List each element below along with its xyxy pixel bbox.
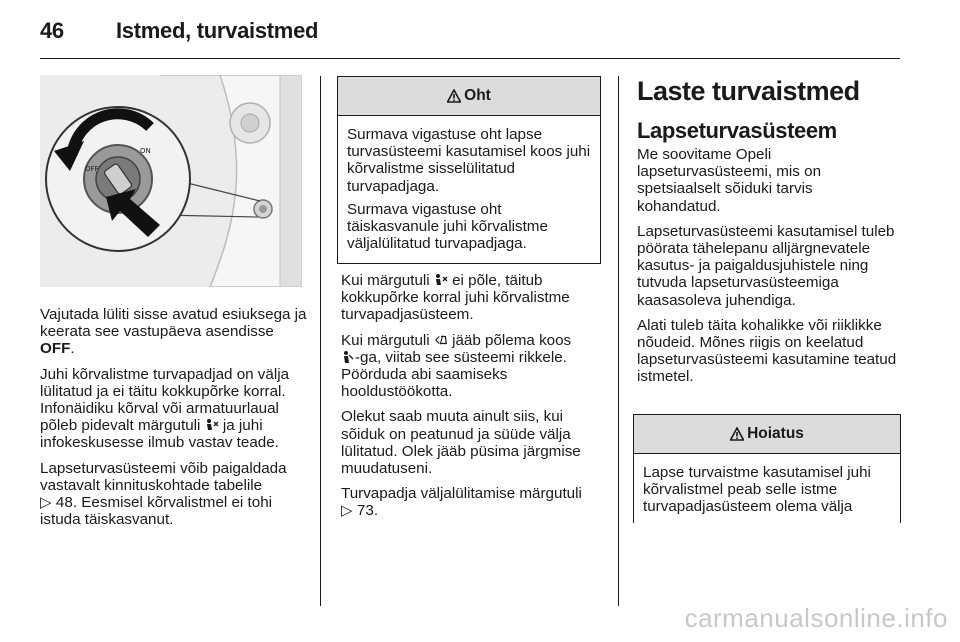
off-label: OFF [85, 165, 99, 173]
column-divider-right [618, 76, 619, 606]
warning-triangle-icon [730, 427, 744, 441]
paragraph: Lapseturvasüsteemi võib paigaldada vastavalt kinnituskohtade tabelile ▷ 48. Eesmisel kõrvalistmel ei tohi istuda täiskasvanut. [40, 459, 287, 529]
header-rule [40, 58, 900, 59]
page-reference[interactable]: 73 [356, 502, 374, 520]
page-reference-icon: ▷ [341, 502, 353, 520]
paragraph: Juhi kõrvalistme turvapadjad on välja lülitatud ja ei täitu kokkupõrke korral. Infonäidiku kõrval või armatuurlaual põleb pidevalt märgutuli ja juhi infokeskusesse ilmub vastav teade. [40, 365, 290, 452]
warning-box-title: Oht [464, 87, 491, 104]
section-heading: Laste turvaistmed [637, 76, 860, 106]
airbag-off-indicator-icon [434, 273, 448, 287]
warning-box-header [634, 415, 900, 454]
paragraph: Kui märgutuli jääb põlema koos -ga, viitab see süsteemi rikkele. Pöörduda abi saamiseks hooldustöökotta. [341, 331, 572, 401]
paragraph: Alati tuleb täita kohalikke või riiklikke nõudeid. Mõnes riigis on keelatud lapseturvasüsteemi kasutamine teatud istmetel. [637, 316, 897, 386]
paragraph: Kui märgutuli ei põle, täitub kokkupõrke korral juhi kõrvalistme turvapadjasüsteem. [341, 272, 570, 324]
page-number: 46 [40, 18, 64, 43]
page-reference[interactable]: 48 [55, 494, 73, 512]
page-title: Istmed, turvaistmed [116, 18, 319, 43]
paragraph: Lapseturvasüsteemi kasutamisel tuleb pöörata tähelepanu alljärgnevatele kasutus- ja paigaldusjuhistele ning tutvuda lapseturvasüsteemiga kaasasoleva juhendiga. [637, 222, 895, 309]
key-switch-drawing [40, 75, 302, 287]
warning-box-hoiatus [633, 414, 901, 523]
paragraph: Olekut saab muuta ainult siis, kui sõiduk on peatunud ja süüde välja lülitatud. Olek jääb püsima järgmise muudatuseni. [341, 408, 581, 478]
paragraph: Turvapadja väljalülitamise märgutuli ▷ 73. [341, 485, 582, 520]
warning-box-title: Hoiatus [747, 425, 804, 442]
column-divider-left [320, 76, 321, 606]
watermark: carmanualsonline.info [684, 603, 948, 633]
column-right-text [637, 146, 899, 394]
on-label: ON [140, 147, 151, 155]
seat-belt-icon [341, 350, 355, 364]
warning-box-header [338, 77, 600, 116]
warning-box-body [634, 454, 900, 523]
paragraph: Vajutada lüliti sisse avatud esiuksega ja keerata see vastupäeva asendisse OFF. [40, 306, 307, 358]
paragraph: Surmava vigastuse oht lapse turvasüsteemi kasutamisel koos juhi kõrvalistme sisselülitatud turvapadjaga. [347, 126, 591, 195]
warning-box-oht [337, 76, 601, 264]
subsection-heading: Lapseturvasüsteem [637, 118, 837, 143]
warning-triangle-icon [447, 89, 461, 103]
column-middle-text [341, 272, 601, 528]
paragraph: Me soovitame Opeli lapseturvasüsteemi, mis on spetsiaalselt sõiduki tarvis kohandatud. [637, 146, 822, 215]
paragraph: Surmava vigastuse oht täiskasvanule juhi kõrvalistme väljalülitatud turvapadjaga. [347, 200, 548, 253]
paragraph: Lapse turvaistme kasutamisel juhi kõrvalistmel peab selle istme turvapadjasüsteem olema välja [643, 464, 871, 516]
warning-box-body [338, 116, 600, 266]
off-position: OFF [40, 340, 71, 358]
page-reference-icon: ▷ [40, 494, 52, 512]
airbag-off-indicator-icon [205, 418, 219, 432]
column-left-text [40, 306, 308, 536]
airbag-system-icon [434, 333, 448, 347]
airbag-switch-illustration [40, 75, 302, 287]
